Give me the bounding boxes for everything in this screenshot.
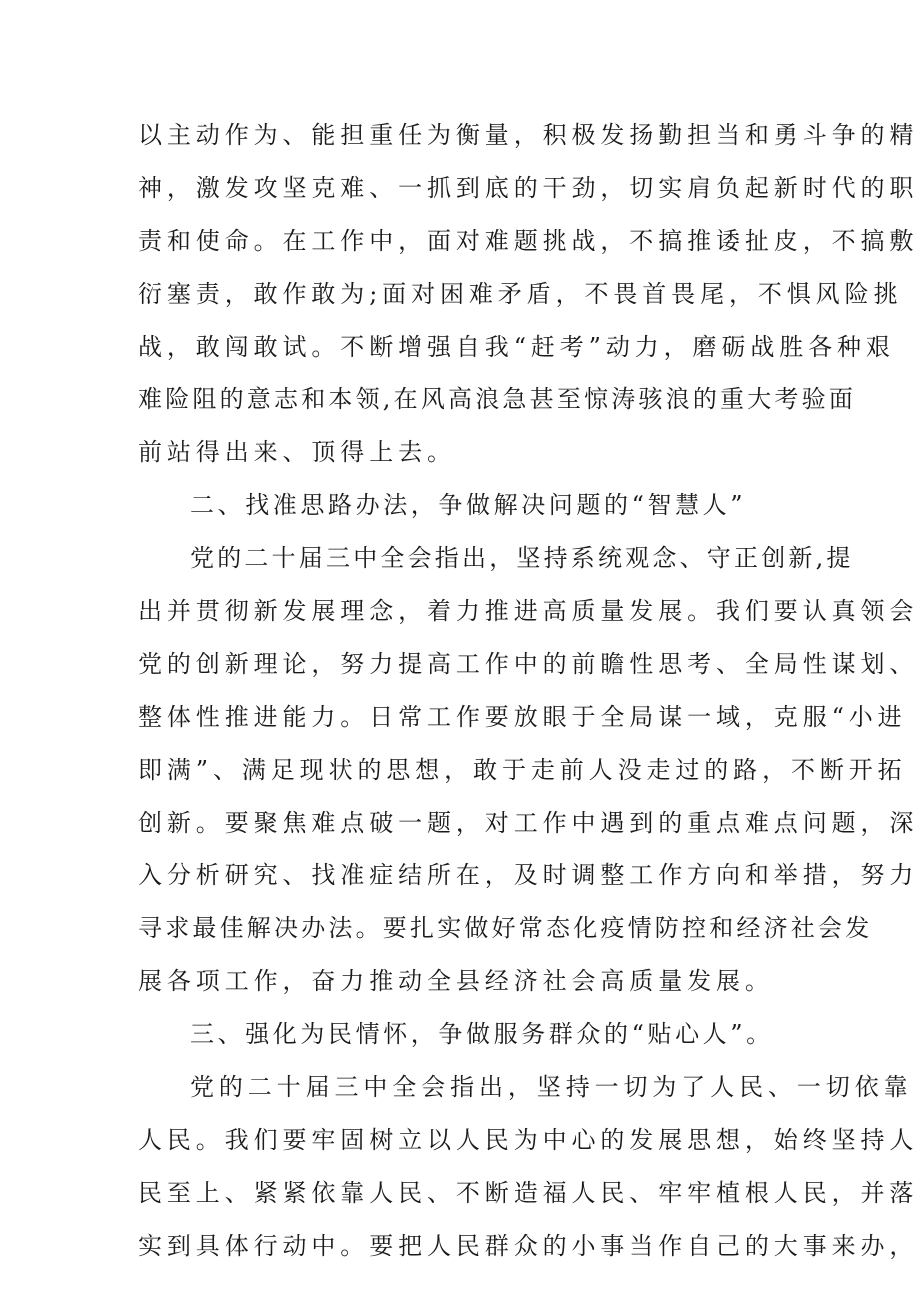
document-body [138,109,919,1273]
paragraph-line: 人民。我们要牢固树立以人民为中心的发展思想，始终坚持人 [138,1125,919,1154]
section-heading-3: 三、强化为民情怀，争做服务群众的“贴心人”。 [190,1020,774,1049]
paragraph-line: 责和使命。在工作中，面对难题挑战，不搞推诿扯皮，不搞敷 [138,226,919,255]
paragraph-line: 实到具体行动中。要把人民群众的小事当作自己的大事来办， [138,1231,919,1260]
paragraph-line: 党的二十届三中全会指出，坚持一切为了人民、一切依靠 [190,1073,913,1102]
paragraph-line: 神，激发攻坚克难、一抓到底的干劲，切实肩负起新时代的职 [138,173,919,202]
paragraph-line: 展各项工作，奋力推动全县经济社会高质量发展。 [138,967,774,996]
paragraph-line: 以主动作为、能担重任为衡量，积极发扬勤担当和勇斗争的精 [138,121,919,149]
paragraph-line: 党的二十届三中全会指出，坚持系统观念、守正创新,提 [190,544,854,573]
paragraph-line: 寻求最佳解决办法。要扎实做好常态化疫情防控和经济社会发 [138,914,873,943]
paragraph-line: 即满”、满足现状的思想，敢于走前人没走过的路，不断开拓 [138,755,907,784]
paragraph-line: 党的创新理论，努力提高工作中的前瞻性思考、全局性谋划、 [138,649,919,678]
paragraph-line: 民至上、紧紧依靠人民、不断造福人民、牢牢植根人民，并落 [138,1178,919,1207]
paragraph-line: 入分析研究、找准症结所在，及时调整工作方向和举措，努力 [138,861,919,890]
paragraph-line: 整体性推进能力。日常工作要放眼于全局谋一域，克服“小进 [138,702,907,731]
section-heading-2: 二、找准思路办法，争做解决问题的“智慧人” [190,491,747,520]
paragraph-line: 衍塞责，敢作敢为;面对困难矛盾，不畏首畏尾，不惧风险挑 [138,279,903,308]
paragraph-line: 前站得出来、顶得上去。 [138,438,456,467]
paragraph-line: 难险阻的意志和本领,在风高浪急甚至惊涛骇浪的重大考验面 [138,385,857,414]
paragraph-line: 战，敢闯敢试。不断增强自我“赶考”动力，磨砺战胜各种艰 [138,332,895,361]
paragraph-line: 出并贯彻新发展理念，着力推进高质量发展。我们要认真领会 [138,597,919,626]
paragraph-line: 创新。要聚焦难点破一题，对工作中遇到的重点难点问题，深 [138,808,919,837]
